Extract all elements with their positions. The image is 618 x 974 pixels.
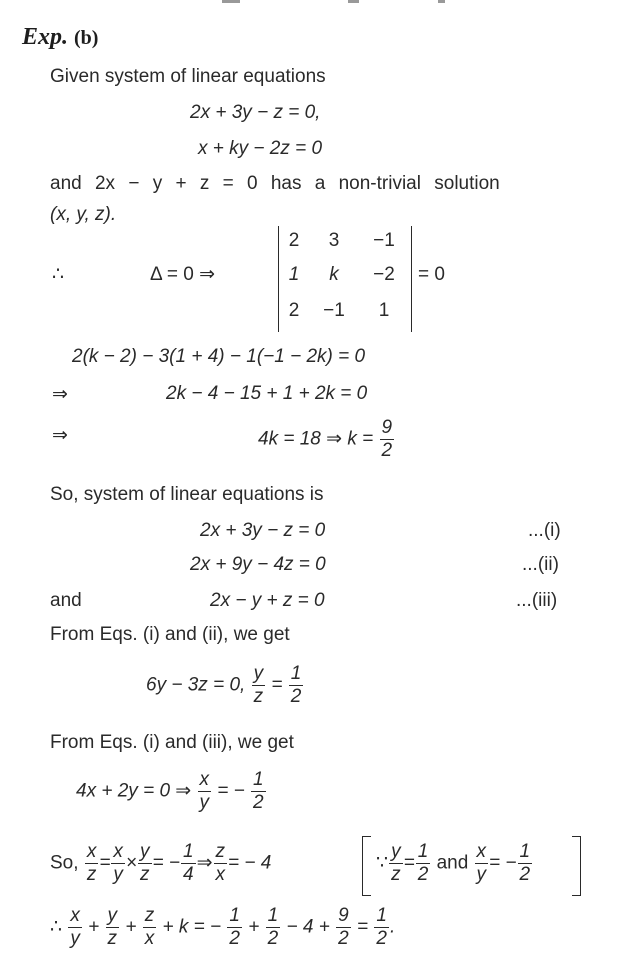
bracket-content (376, 842, 533, 885)
fraction-numerator: 1 (376, 905, 387, 926)
matrix-cell: −1 (323, 300, 345, 321)
exp-heading (22, 24, 98, 51)
so-label: So, (50, 852, 79, 874)
fraction-denominator: 2 (338, 927, 349, 949)
implies-symbol: ⇒ (52, 425, 68, 446)
fraction-denominator: 2 (253, 791, 264, 813)
fraction (181, 842, 196, 885)
fraction-x-over-y (198, 770, 212, 813)
system-intro: So, system of linear equations is (50, 484, 324, 505)
determinant-rhs: = 0 (418, 264, 445, 285)
period: . (389, 916, 396, 938)
fraction-denominator: 2 (376, 927, 387, 949)
fraction-denominator: 2 (267, 927, 279, 949)
k-equation: 4k = 18 ⇒ k = (258, 428, 374, 450)
fraction-numerator: y (140, 841, 150, 862)
fraction-denominator: 2 (519, 863, 531, 885)
fraction-numerator: x (70, 905, 80, 926)
matrix-cell: 3 (328, 230, 340, 251)
expansion-line-1: 2(k − 2) − 3(1 + 4) − 1(−1 − 2k) = 0 (72, 346, 366, 367)
times-sign: × (125, 852, 138, 874)
equals-minus: = − (152, 852, 181, 874)
fraction (68, 906, 82, 949)
fraction-numerator: 1 (229, 905, 240, 926)
delta-equals-zero: Δ = 0 ⇒ (150, 264, 216, 285)
fraction-numerator: 1 (519, 841, 531, 862)
fraction (138, 842, 152, 885)
fraction-numerator: y (391, 841, 401, 862)
implies-symbol: ⇒ (196, 852, 213, 874)
from-eqs-1-2: From Eqs. (i) and (ii), we get (50, 624, 290, 645)
fraction-numerator: x (476, 841, 487, 862)
equation-3-line: and 2x − y + z = 0 has a non-trivial solution (50, 173, 500, 194)
fraction-numerator: 1 (253, 769, 264, 790)
fraction-denominator: x (215, 863, 226, 885)
fraction-denominator: 2 (381, 439, 393, 461)
equals-minus-four: = − 4 (228, 852, 272, 874)
left-bracket (362, 836, 371, 896)
fraction-denominator: x (144, 927, 155, 949)
fraction (518, 842, 533, 885)
exp-label: Exp. (22, 24, 69, 50)
fraction-numerator: x (113, 841, 123, 862)
ratio-lhs: 6y − 3z = 0, (146, 674, 246, 696)
fraction-denominator: 2 (417, 863, 429, 885)
fraction-denominator: 2 (290, 685, 302, 707)
equals-sign: = (356, 916, 369, 938)
fraction (143, 906, 157, 949)
ratio-lhs: 4x + 2y = 0 ⇒ (76, 780, 192, 802)
system-eq-1: 2x + 3y − z = 0 (200, 520, 326, 541)
fraction-denominator: y (70, 927, 80, 949)
therefore-symbol: ∴ (50, 916, 63, 938)
fraction-denominator: z (86, 863, 97, 885)
k-solution (258, 418, 395, 461)
equation-1: 2x + 3y − z = 0, (190, 102, 321, 123)
fraction-denominator: z (253, 685, 264, 707)
fraction (111, 842, 125, 885)
fraction-denominator: z (140, 863, 150, 885)
fraction-denominator: y (476, 863, 487, 885)
eq-tag-1: ...(i) (528, 520, 561, 541)
and-word: and (50, 590, 82, 611)
fraction-denominator: y (199, 791, 209, 813)
k-fraction (380, 418, 395, 461)
eq-tag-3: ...(iii) (516, 590, 558, 611)
fraction-numerator: x (86, 841, 97, 862)
fraction-denominator: y (113, 863, 123, 885)
answer-option: (b) (74, 27, 99, 49)
because-symbol: ∵ (376, 852, 389, 874)
fraction-denominator: z (391, 863, 401, 885)
fraction-numerator: 1 (290, 663, 302, 684)
matrix-cell: 1 (378, 300, 390, 321)
fraction (106, 906, 120, 949)
fraction-denominator: 4 (183, 863, 194, 885)
fraction (389, 842, 403, 885)
fraction-denominator: z (107, 927, 118, 949)
final-result (50, 906, 395, 949)
equals-minus: = − (217, 780, 245, 802)
plus-sign: + (125, 916, 137, 938)
fraction-one-half (289, 664, 304, 707)
fraction-one-half (251, 770, 266, 813)
plus-sign: + (248, 916, 260, 938)
fraction-y-over-z (252, 664, 266, 707)
cropped-top-line (150, 0, 510, 3)
fraction (85, 842, 99, 885)
matrix-cell: −2 (373, 264, 395, 285)
expansion-line-2: 2k − 4 − 15 + 1 + 2k = 0 (166, 383, 368, 404)
fraction-numerator: 1 (267, 905, 279, 926)
matrix-cell: 2 (288, 300, 300, 321)
fraction-numerator: 9 (338, 905, 349, 926)
fraction-numerator: 9 (381, 417, 393, 438)
fraction (227, 906, 242, 949)
plus-sign: + (88, 916, 100, 938)
ratio-x-y (76, 770, 267, 813)
equals-sign: = (99, 852, 111, 874)
ratio-y-z (146, 664, 304, 707)
eq-tag-2: ...(ii) (522, 554, 559, 575)
equals-sign: = (271, 674, 283, 696)
equation-2: x + ky − 2z = 0 (198, 138, 323, 159)
from-eqs-1-3: From Eqs. (i) and (iii), we get (50, 732, 294, 753)
fraction-numerator: y (107, 905, 118, 926)
fraction-numerator: z (215, 841, 226, 862)
fraction-numerator: 1 (417, 841, 429, 862)
right-bracket (572, 836, 581, 896)
fraction (475, 842, 489, 885)
fraction-numerator: x (199, 769, 209, 790)
fraction-numerator: z (144, 905, 155, 926)
intro-text: Given system of linear equations (50, 66, 326, 87)
minus-four: − 4 + (286, 916, 330, 938)
matrix-cell: 1 (288, 264, 300, 285)
fraction (416, 842, 431, 885)
implies-symbol: ⇒ (52, 384, 68, 405)
matrix-cell: k (329, 264, 339, 285)
fraction-numerator: y (253, 663, 264, 684)
equals-sign: = (403, 852, 415, 874)
and-word: and (436, 852, 469, 874)
fraction-denominator: 2 (229, 927, 240, 949)
so-derivation (50, 842, 271, 885)
fraction (336, 906, 351, 949)
system-eq-3: 2x − y + z = 0 (210, 590, 325, 611)
fraction (214, 842, 228, 885)
fraction (374, 906, 389, 949)
equals-minus: = − (489, 852, 517, 874)
k-term: + k = − (162, 916, 222, 938)
therefore-symbol: ∴ (52, 264, 65, 285)
matrix-cell: −1 (373, 230, 395, 251)
fraction-numerator: 1 (183, 841, 194, 862)
variables-tuple: (x, y, z). (50, 204, 117, 225)
system-eq-2: 2x + 9y − 4z = 0 (190, 554, 326, 575)
fraction (266, 906, 281, 949)
matrix-cell: 2 (288, 230, 300, 251)
